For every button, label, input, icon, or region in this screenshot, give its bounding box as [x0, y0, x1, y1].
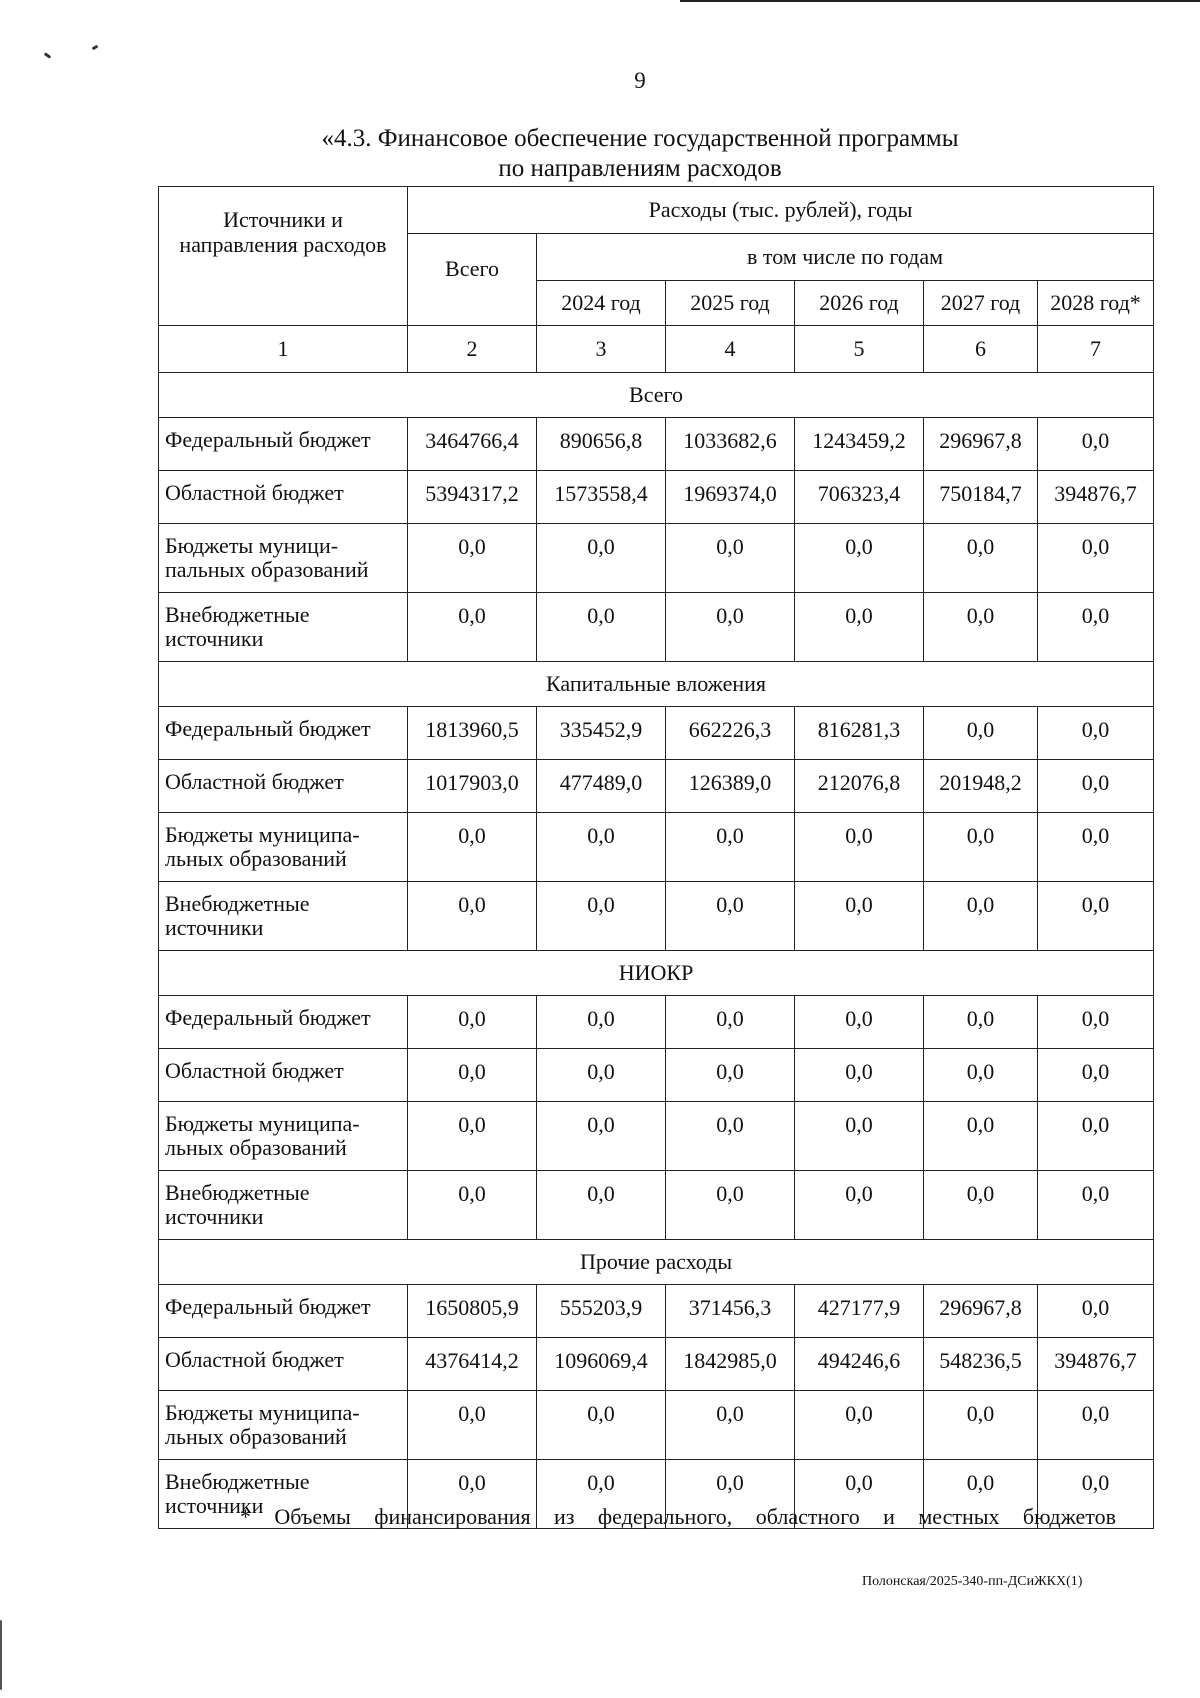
value-cell: 0,0: [795, 996, 924, 1049]
value-cell: 0,0: [924, 1049, 1038, 1102]
table-row: [159, 996, 1154, 1049]
column-number: 1: [159, 326, 408, 373]
value-cell: 0,0: [408, 1460, 537, 1529]
value-cell: 0,0: [1038, 418, 1154, 471]
value-cell: 548236,5: [924, 1338, 1038, 1391]
header-by-year: в том числе по годам: [537, 234, 1154, 281]
value-cell: 371456,3: [666, 1285, 795, 1338]
header-sources: Источники и направления расходов: [159, 187, 408, 326]
value-cell: 0,0: [408, 1171, 537, 1240]
value-cell: 0,0: [795, 1049, 924, 1102]
value-cell: 0,0: [1038, 524, 1154, 593]
value-cell: 3464766,4: [408, 418, 537, 471]
value-cell: 1842985,0: [666, 1338, 795, 1391]
value-cell: 0,0: [666, 1391, 795, 1460]
top-edge-rule: [680, 0, 1200, 2]
value-cell: 0,0: [1038, 1102, 1154, 1171]
section-title: НИОКР: [159, 951, 1154, 996]
column-number-row: [159, 326, 1154, 373]
column-number: 6: [924, 326, 1038, 373]
value-cell: 0,0: [795, 1460, 924, 1529]
value-cell: 0,0: [924, 593, 1038, 662]
value-cell: 0,0: [408, 1049, 537, 1102]
section-title: Всего: [159, 373, 1154, 418]
value-cell: 555203,9: [537, 1285, 666, 1338]
table-row: [159, 1338, 1154, 1391]
value-cell: 0,0: [1038, 1391, 1154, 1460]
value-cell: 0,0: [1038, 707, 1154, 760]
value-cell: 477489,0: [537, 760, 666, 813]
title-line-2: по направлениям расходов: [498, 155, 782, 182]
value-cell: 126389,0: [666, 760, 795, 813]
value-cell: 0,0: [1038, 1171, 1154, 1240]
source-cell: Бюджеты муници-пальных образований: [159, 524, 408, 593]
column-number: 5: [795, 326, 924, 373]
value-cell: 427177,9: [795, 1285, 924, 1338]
value-cell: 335452,9: [537, 707, 666, 760]
header-total: Всего: [408, 234, 537, 326]
section-row: [159, 373, 1154, 418]
value-cell: 0,0: [408, 524, 537, 593]
value-cell: 0,0: [1038, 813, 1154, 882]
source-cell: Федеральный бюджет: [159, 707, 408, 760]
value-cell: 0,0: [408, 593, 537, 662]
value-cell: 0,0: [924, 882, 1038, 951]
value-cell: 0,0: [537, 1102, 666, 1171]
value-cell: 0,0: [795, 593, 924, 662]
table-row: [159, 418, 1154, 471]
source-cell: Областной бюджет: [159, 471, 408, 524]
value-cell: 662226,3: [666, 707, 795, 760]
value-cell: 212076,8: [795, 760, 924, 813]
value-cell: 890656,8: [537, 418, 666, 471]
value-cell: 1243459,2: [795, 418, 924, 471]
scan-speck: [0, 1620, 2, 1690]
section-row: [159, 951, 1154, 996]
source-cell: Бюджеты муниципа-льных образований: [159, 1102, 408, 1171]
value-cell: 706323,4: [795, 471, 924, 524]
value-cell: 0,0: [666, 882, 795, 951]
scan-speck: [44, 52, 51, 58]
header-expenses: Расходы (тыс. рублей), годы: [408, 187, 1154, 234]
value-cell: 0,0: [1038, 1285, 1154, 1338]
source-cell: Областной бюджет: [159, 1049, 408, 1102]
table-row: [159, 1049, 1154, 1102]
value-cell: 0,0: [408, 1391, 537, 1460]
table-row: [159, 471, 1154, 524]
value-cell: 0,0: [924, 1171, 1038, 1240]
value-cell: 296967,8: [924, 418, 1038, 471]
value-cell: 0,0: [408, 1102, 537, 1171]
value-cell: 1650805,9: [408, 1285, 537, 1338]
value-cell: 1033682,6: [666, 418, 795, 471]
value-cell: 0,0: [666, 1049, 795, 1102]
value-cell: 0,0: [537, 593, 666, 662]
value-cell: 750184,7: [924, 471, 1038, 524]
value-cell: 0,0: [795, 524, 924, 593]
value-cell: 494246,6: [795, 1338, 924, 1391]
value-cell: 0,0: [408, 882, 537, 951]
table-row: [159, 760, 1154, 813]
value-cell: 0,0: [666, 996, 795, 1049]
value-cell: 1096069,4: [537, 1338, 666, 1391]
value-cell: 0,0: [666, 593, 795, 662]
value-cell: 0,0: [537, 1049, 666, 1102]
value-cell: 1813960,5: [408, 707, 537, 760]
value-cell: 0,0: [1038, 593, 1154, 662]
document-id: Полонская/2025-340-пп-ДСиЖКХ(1): [862, 1574, 1083, 1589]
value-cell: 394876,7: [1038, 471, 1154, 524]
value-cell: 5394317,2: [408, 471, 537, 524]
table-row: [159, 1102, 1154, 1171]
value-cell: 201948,2: [924, 760, 1038, 813]
section-row: [159, 662, 1154, 707]
source-cell: Внебюджетные источники: [159, 1171, 408, 1240]
value-cell: 0,0: [537, 1171, 666, 1240]
section-row: [159, 1240, 1154, 1285]
value-cell: 0,0: [537, 1391, 666, 1460]
source-cell: Внебюджетные источники: [159, 882, 408, 951]
source-cell: Внебюджетные источники: [159, 593, 408, 662]
value-cell: 0,0: [924, 1460, 1038, 1529]
value-cell: 0,0: [537, 813, 666, 882]
column-number: 2: [408, 326, 537, 373]
column-number: 7: [1038, 326, 1154, 373]
value-cell: 0,0: [924, 1391, 1038, 1460]
value-cell: 0,0: [537, 1460, 666, 1529]
table-row: [159, 1171, 1154, 1240]
table-row: [159, 1391, 1154, 1460]
value-cell: 0,0: [408, 813, 537, 882]
header-year: 2026 год: [795, 281, 924, 326]
value-cell: 0,0: [666, 524, 795, 593]
value-cell: 0,0: [666, 1171, 795, 1240]
value-cell: 0,0: [924, 996, 1038, 1049]
value-cell: 1573558,4: [537, 471, 666, 524]
table-row: [159, 882, 1154, 951]
value-cell: 0,0: [666, 813, 795, 882]
table-row: [159, 593, 1154, 662]
header-year: 2025 год: [666, 281, 795, 326]
header-year: 2028 год*: [1038, 281, 1154, 326]
section-title: Капитальные вложения: [159, 662, 1154, 707]
value-cell: 0,0: [408, 996, 537, 1049]
header-year: 2024 год: [537, 281, 666, 326]
value-cell: 296967,8: [924, 1285, 1038, 1338]
value-cell: 816281,3: [795, 707, 924, 760]
header-year: 2027 год: [924, 281, 1038, 326]
value-cell: 0,0: [795, 813, 924, 882]
value-cell: 0,0: [924, 707, 1038, 760]
value-cell: 4376414,2: [408, 1338, 537, 1391]
value-cell: 0,0: [795, 882, 924, 951]
source-cell: Федеральный бюджет: [159, 418, 408, 471]
value-cell: 0,0: [1038, 760, 1154, 813]
value-cell: 0,0: [537, 996, 666, 1049]
footnote: * Объемы финансирования из федерального, областного и местных бюджетов: [240, 1504, 1116, 1529]
value-cell: 0,0: [666, 1460, 795, 1529]
column-number: 3: [537, 326, 666, 373]
value-cell: 0,0: [1038, 996, 1154, 1049]
value-cell: 0,0: [666, 1102, 795, 1171]
value-cell: 0,0: [1038, 1049, 1154, 1102]
value-cell: 0,0: [537, 882, 666, 951]
value-cell: 0,0: [795, 1171, 924, 1240]
source-cell: Областной бюджет: [159, 760, 408, 813]
source-cell: Внебюджетные источники: [159, 1460, 408, 1529]
value-cell: 0,0: [1038, 1460, 1154, 1529]
title-line-1: «4.3. Финансовое обеспечение государственной программы: [321, 125, 959, 152]
source-cell: Федеральный бюджет: [159, 1285, 408, 1338]
page-number: 9: [634, 68, 646, 93]
financing-table: [158, 186, 1154, 1529]
value-cell: 0,0: [924, 813, 1038, 882]
scan-speck: [92, 45, 99, 51]
section-title: Прочие расходы: [159, 1240, 1154, 1285]
source-cell: Федеральный бюджет: [159, 996, 408, 1049]
source-cell: Областной бюджет: [159, 1338, 408, 1391]
value-cell: 0,0: [924, 524, 1038, 593]
value-cell: 0,0: [795, 1102, 924, 1171]
source-cell: Бюджеты муниципа-льных образований: [159, 813, 408, 882]
source-cell: Бюджеты муниципа-льных образований: [159, 1391, 408, 1460]
column-number: 4: [666, 326, 795, 373]
value-cell: 1969374,0: [666, 471, 795, 524]
table-row: [159, 813, 1154, 882]
value-cell: 1017903,0: [408, 760, 537, 813]
table-row: [159, 1285, 1154, 1338]
value-cell: 394876,7: [1038, 1338, 1154, 1391]
value-cell: 0,0: [924, 1102, 1038, 1171]
value-cell: 0,0: [795, 1391, 924, 1460]
value-cell: 0,0: [1038, 882, 1154, 951]
value-cell: 0,0: [537, 524, 666, 593]
document-title: [210, 124, 1070, 184]
table-row: [159, 707, 1154, 760]
table-row: [159, 524, 1154, 593]
